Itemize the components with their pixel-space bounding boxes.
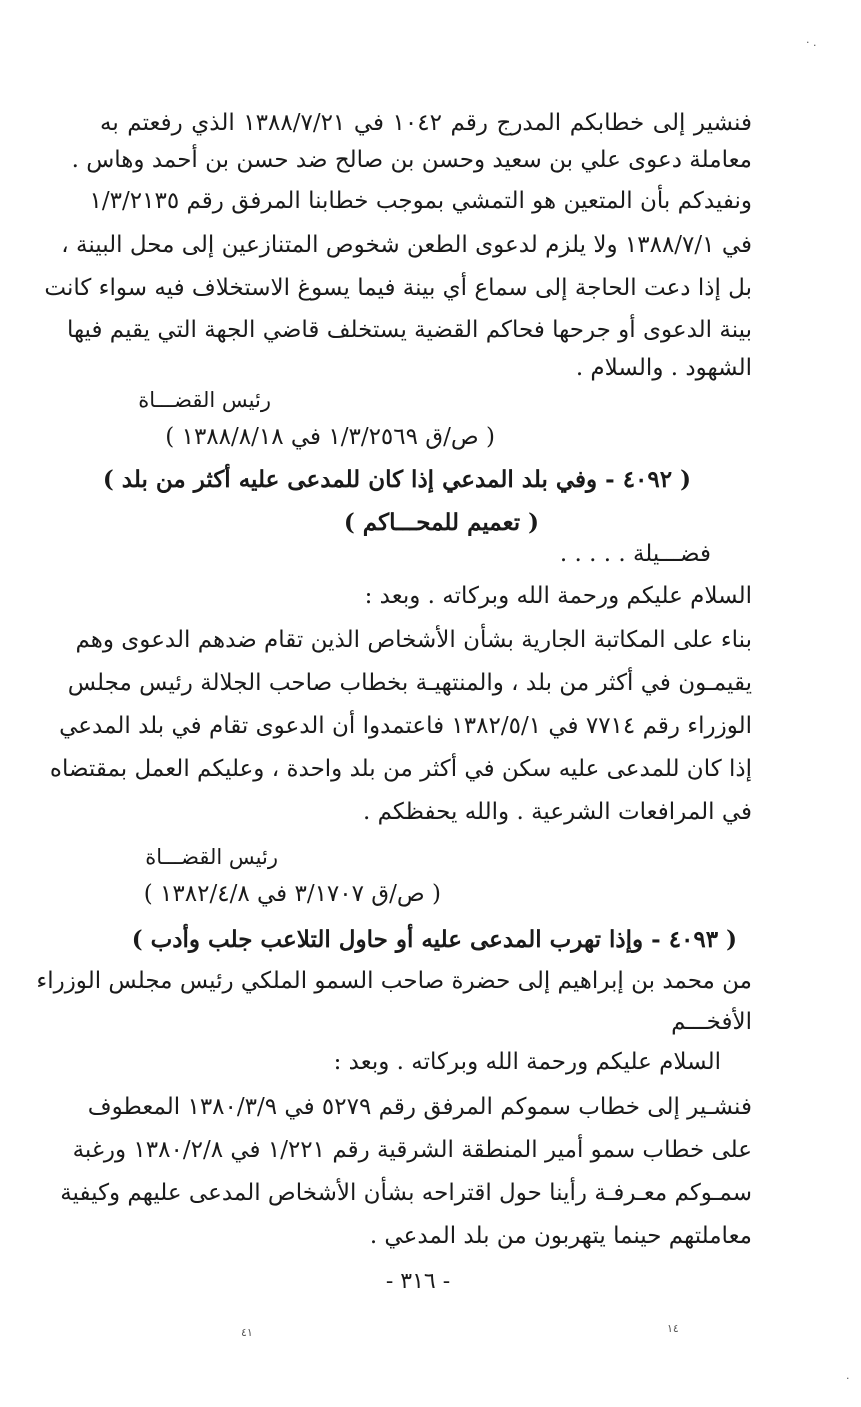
paragraph-1-line-1: فنشير إلى خطابكم المدرج رقم ١٠٤٢ في ١٣٨٨/٧/٢١ الذي رفعتم به [100,110,752,136]
signature-title: رئيس القضـــاة [145,845,278,869]
signature-title: رئيس القضـــاة [138,388,271,412]
salutation: فضـــيلة . . . . . [559,541,711,567]
reference-number: ( ص/ق ١/٣/٢٥٦٩ في ١٣٨٨/٨/١٨ ) [165,424,495,450]
section-4092-line-2: يقيمـون في أكثر من بلد ، والمنتهيـة بخطاب صاحب الجلالة رئيس مجلس [67,670,752,696]
reference-number: ( ص/ق ٣/١٧٠٧ في ١٣٨٢/٤/٨ ) [143,881,441,907]
addressee-line-1: من محمد بن إبراهيم إلى حضرة صاحب السمو الملكي رئيس مجلس الوزراء [36,968,752,994]
paragraph-1-line-2: معاملة دعوى علي بن سعيد وحسن بن صالح ضد حسن بن أحمد وهاس . [71,147,752,173]
section-4092-line-3: الوزراء رقم ٧٧١٤ في ١٣٨٢/٥/١ فاعتمدوا أن الدعوى تقام في بلد المدعي [59,713,752,739]
section-4093-line-1: فنشـير إلى خطاب سموكم المرفق رقم ٥٢٧٩ في ١٣٨٠/٣/٩ المعطوف [87,1094,752,1120]
scan-mark-right: ١٤ [667,1322,679,1335]
addressee-line-2: الأفخـــم [671,1009,752,1035]
paragraph-2-line-3: بل إذا دعت الحاجة إلى سماع أي بينة فيما يسوغ الاستخلاف فيه سواء كانت [44,275,752,301]
section-4093-line-2: على خطاب سمو أمير المنطقة الشرقية رقم ١/٢٢١ في ١٣٨٠/٢/٨ ورغبة [72,1137,752,1163]
section-4093-line-3: سمـوكم معـرفـة رأينا حول اقتراحه بشأن الأشخاص المدعى عليهم وكيفية [60,1180,752,1206]
section-4093-line-4: معاملتهم حينما يتهربون من بلد المدعي . [369,1223,752,1249]
page-number: - ٣١٦ - [385,1269,451,1294]
greeting: السلام عليكم ورحمة الله وبركاته . وبعد : [364,583,752,609]
paragraph-2-line-4: بينة الدعوى أو جرحها فحاكم القضية يستخلف قاضي الجهة التي يقيم فيها [66,317,752,343]
scan-speck: · . [806,36,817,49]
scan-mark-left: ٤١ [241,1326,253,1339]
section-heading-4092: ( ٤٠٩٢ - وفي بلد المدعي إذا كان للمدعى عليه أكثر من بلد ) [102,466,691,493]
section-4092-line-5: في المرافعات الشرعية . والله يحفظكم . [363,799,752,825]
paragraph-2-line-1: ونفيدكم بأن المتعين هو التمشي بموجب خطابنا المرفق رقم ١/٣/٢١٣٥ [89,188,752,214]
paragraph-2-line-5: الشهود . والسلام . [575,355,752,381]
greeting: السلام عليكم ورحمة الله وبركاته . وبعد : [333,1049,721,1075]
section-4092-line-4: إذا كان للمدعى عليه سكن في أكثر من بلد واحدة ، وعليكم العمل بمقتضاه [49,756,752,782]
scan-speck: · [846,1372,850,1385]
paragraph-2-line-2: في ١٣٨٨/٧/١ ولا يلزم لدعوى الطعن شخوص المتنازعين إلى محل البينة ، [61,232,752,258]
section-subheading: ( تعميم للمحـــاكم ) [343,509,539,536]
section-4092-line-1: بناء على المكاتبة الجارية بشأن الأشخاص الذين تقام ضدهم الدعوى وهم [75,627,752,653]
section-heading-4093: ( ٤٠٩٣ - وإذا تهرب المدعى عليه أو حاول التلاعب جلب وأدب ) [131,926,737,953]
